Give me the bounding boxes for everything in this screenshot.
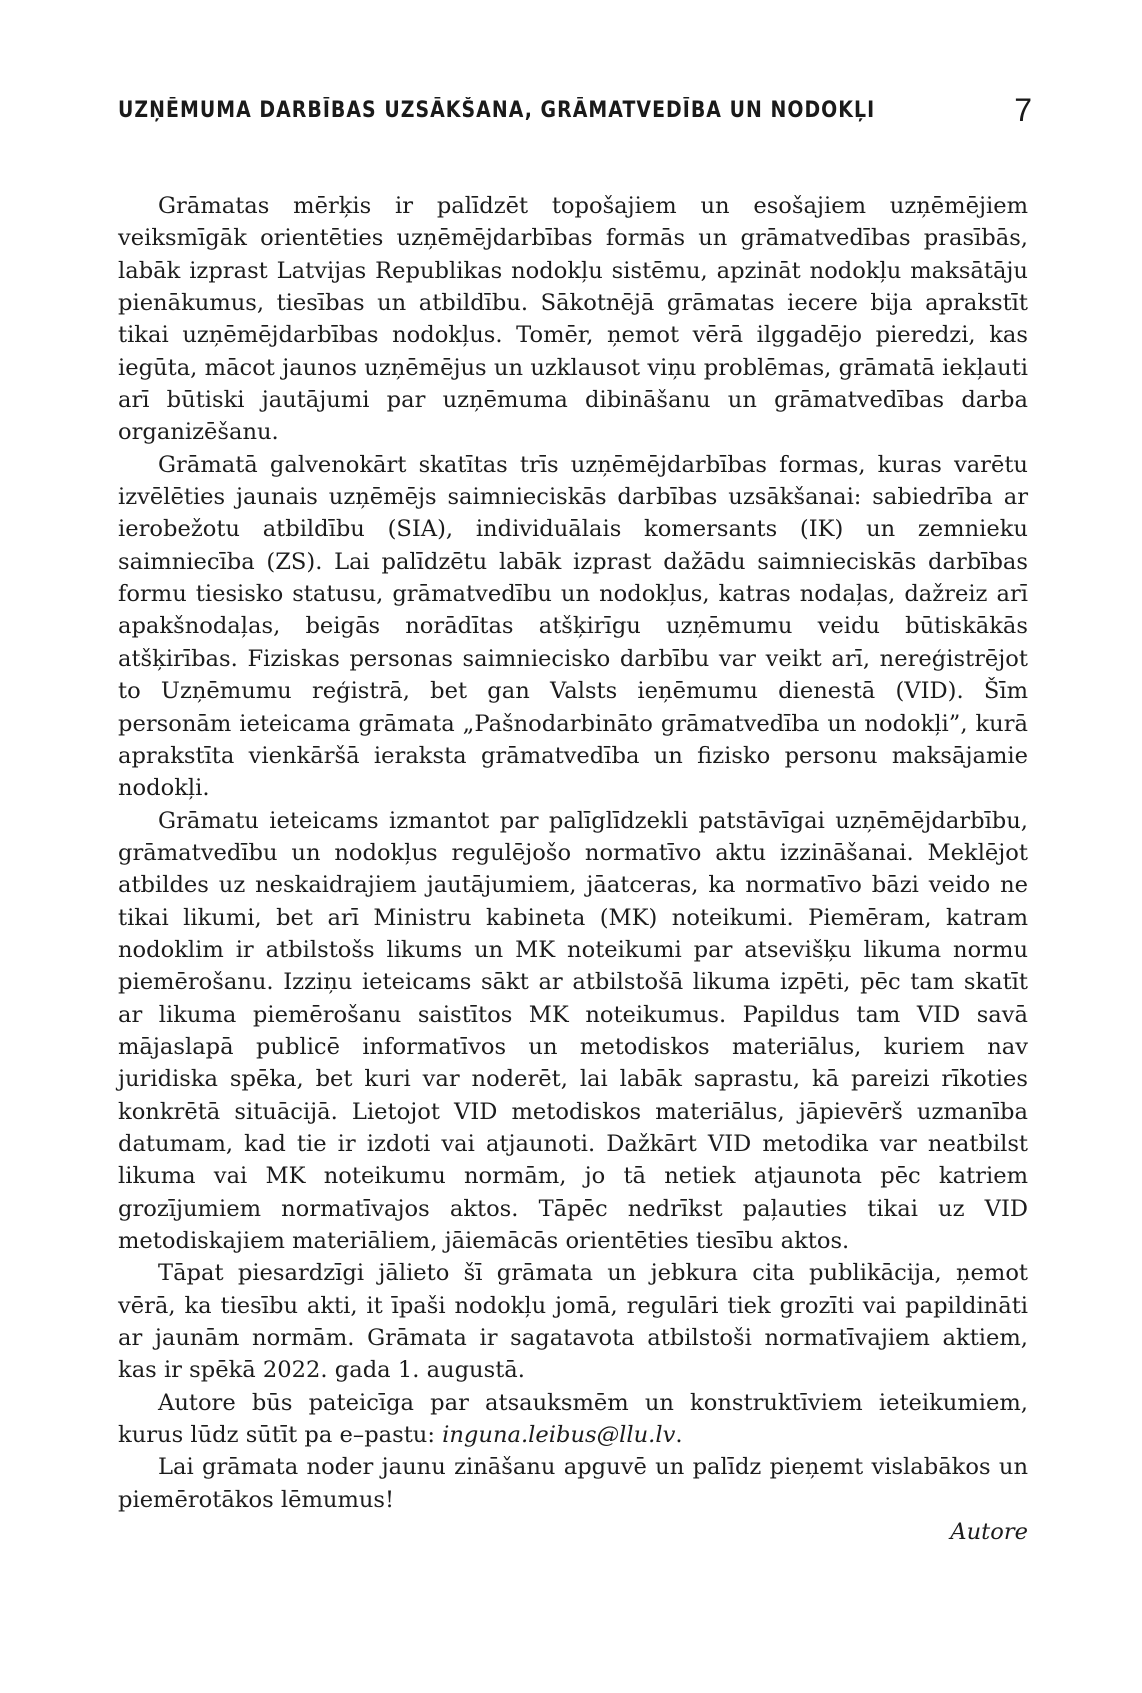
running-header <box>118 92 1032 134</box>
paragraph-business-forms: Grāmatā galvenokārt skatītas trīs uzņēmējdarbības formas, kuras varētu izvēlēties jaunais uzņēmējs saimnieciskās darbības uzsākšanai: sabiedrība ar ierobežotu atbildību (SIA), individuālais komersants (IK) un zemnieku saimniecība (ZS). Lai palīdzētu labāk izprast dažādu saimnieciskās darbības formu tiesisko statusu, grāmatvedību un nodokļus, katras nodaļas, dažreiz arī apakšnodaļas, beigās norādītas atšķirīgu uzņēmumu veidu būtiskākās atšķirības. Fiziskas personas saimniecisko darbību var veikt arī, nereģistrējot to Uzņēmumu reģistrā, bet gan Valsts ieņēmumu dienestā (VID). Šīm personām ieteicama grāmata „Pašnodarbināto grāmatvedība un nodokļi”, kurā aprakstīta vienkāršā ieraksta grāmatvedība un fizisko personu maksājamie nodokļi. <box>118 451 1028 802</box>
paragraph-caution: Tāpat piesardzīgi jālieto šī grāmata un jebkura cita publikācija, ņemot vērā, ka tiesību akti, it īpaši nodokļu jomā, regulāri tiek grozīti vai papildināti ar jaunām normām. Grāmata ir sagatavota atbilstoši normatīvajiem aktiem, kas ir spēkā 2022. gada 1. augustā. <box>118 1260 1028 1384</box>
paragraph-feedback <box>118 1387 1028 1452</box>
body-text <box>118 190 1028 1548</box>
author-email: inguna.leibus@llu.lv <box>442 1422 676 1449</box>
paragraph-purpose: Grāmatas mērķis ir palīdzēt topošajiem un esošajiem uzņēmējiem veiksmīgāk orientēties uzņēmējdarbības formās un grāmatvedības prasībās, labāk izprast Latvijas Republikas nodokļu sistēmu, apzināt nodokļu maksātāju pienākumus, tiesības un atbildību. Sākotnējā grāmatas iecere bija aprakstīt tikai uzņēmējdarbības nodokļus. Tomēr, ņemot vērā ilggadējo pieredzi, kas iegūta, mācot jaunos uzņēmējus un uzklausot viņu problēmas, grāmatā iekļauti arī būtiski jautājumi par uzņēmuma dibināšanu un grāmatvedības darba organizēšanu. <box>118 193 1028 446</box>
author-signature: Autore <box>950 1519 1028 1546</box>
page-number: 7 <box>1014 92 1032 128</box>
feedback-end: . <box>675 1422 683 1449</box>
paragraph-usage: Grāmatu ieteicams izmantot par palīglīdzekli patstāvīgai uzņēmējdarbību, grāmatvedību un nodokļus regulējošo normatīvo aktu izzināšanai. Meklējot atbildes uz neskaidrajiem jautājumiem, jāatceras, ka normatīvo bāzi veido ne tikai likumi, bet arī Ministru kabineta (MK) noteikumi. Piemēram, katram nodoklim ir atbilstošs likums un MK noteikumi par atsevišķu likuma normu piemērošanu. Izziņu ieteicams sākt ar atbilstošā likuma izpēti, pēc tam skatīt ar likuma piemērošanu saistītos MK noteikumus. Papildus tam VID savā mājaslapā publicē informatīvos un metodiskos materiālus, kuriem nav juridiska spēka, bet kuri var noderēt, lai labāk saprastu, kā pareizi rīkoties konkrētā situācijā. Lietojot VID metodiskos materiālus, jāpievērš uzmanība datumam, kad tie ir izdoti vai atjaunoti. Dažkārt VID metodika var neatbilst likuma vai MK noteikumu normām, jo tā netiek atjaunota pēc katriem grozījumiem normatīvajos aktos. Tāpēc nedrīkst paļauties tikai uz VID metodiskajiem materiāliem, jāiemācās orientēties tiesību aktos. <box>118 807 1028 1254</box>
paragraph-closing-wish: Lai grāmata noder jaunu zināšanu apguvē un palīdz pieņemt vislabākos un piemērotākos lēmumus! <box>118 1454 1028 1513</box>
running-header-title: UZŅĒMUMA DARBĪBAS UZSĀKŠANA, GRĀMATVEDĪBA UN NODOKĻI <box>118 98 876 123</box>
feedback-text: Autore būs pateicīga par atsauksmēm un konstruktīviem ieteikumiem, kurus lūdz sūtīt pa e–pastu: <box>118 1389 1028 1449</box>
